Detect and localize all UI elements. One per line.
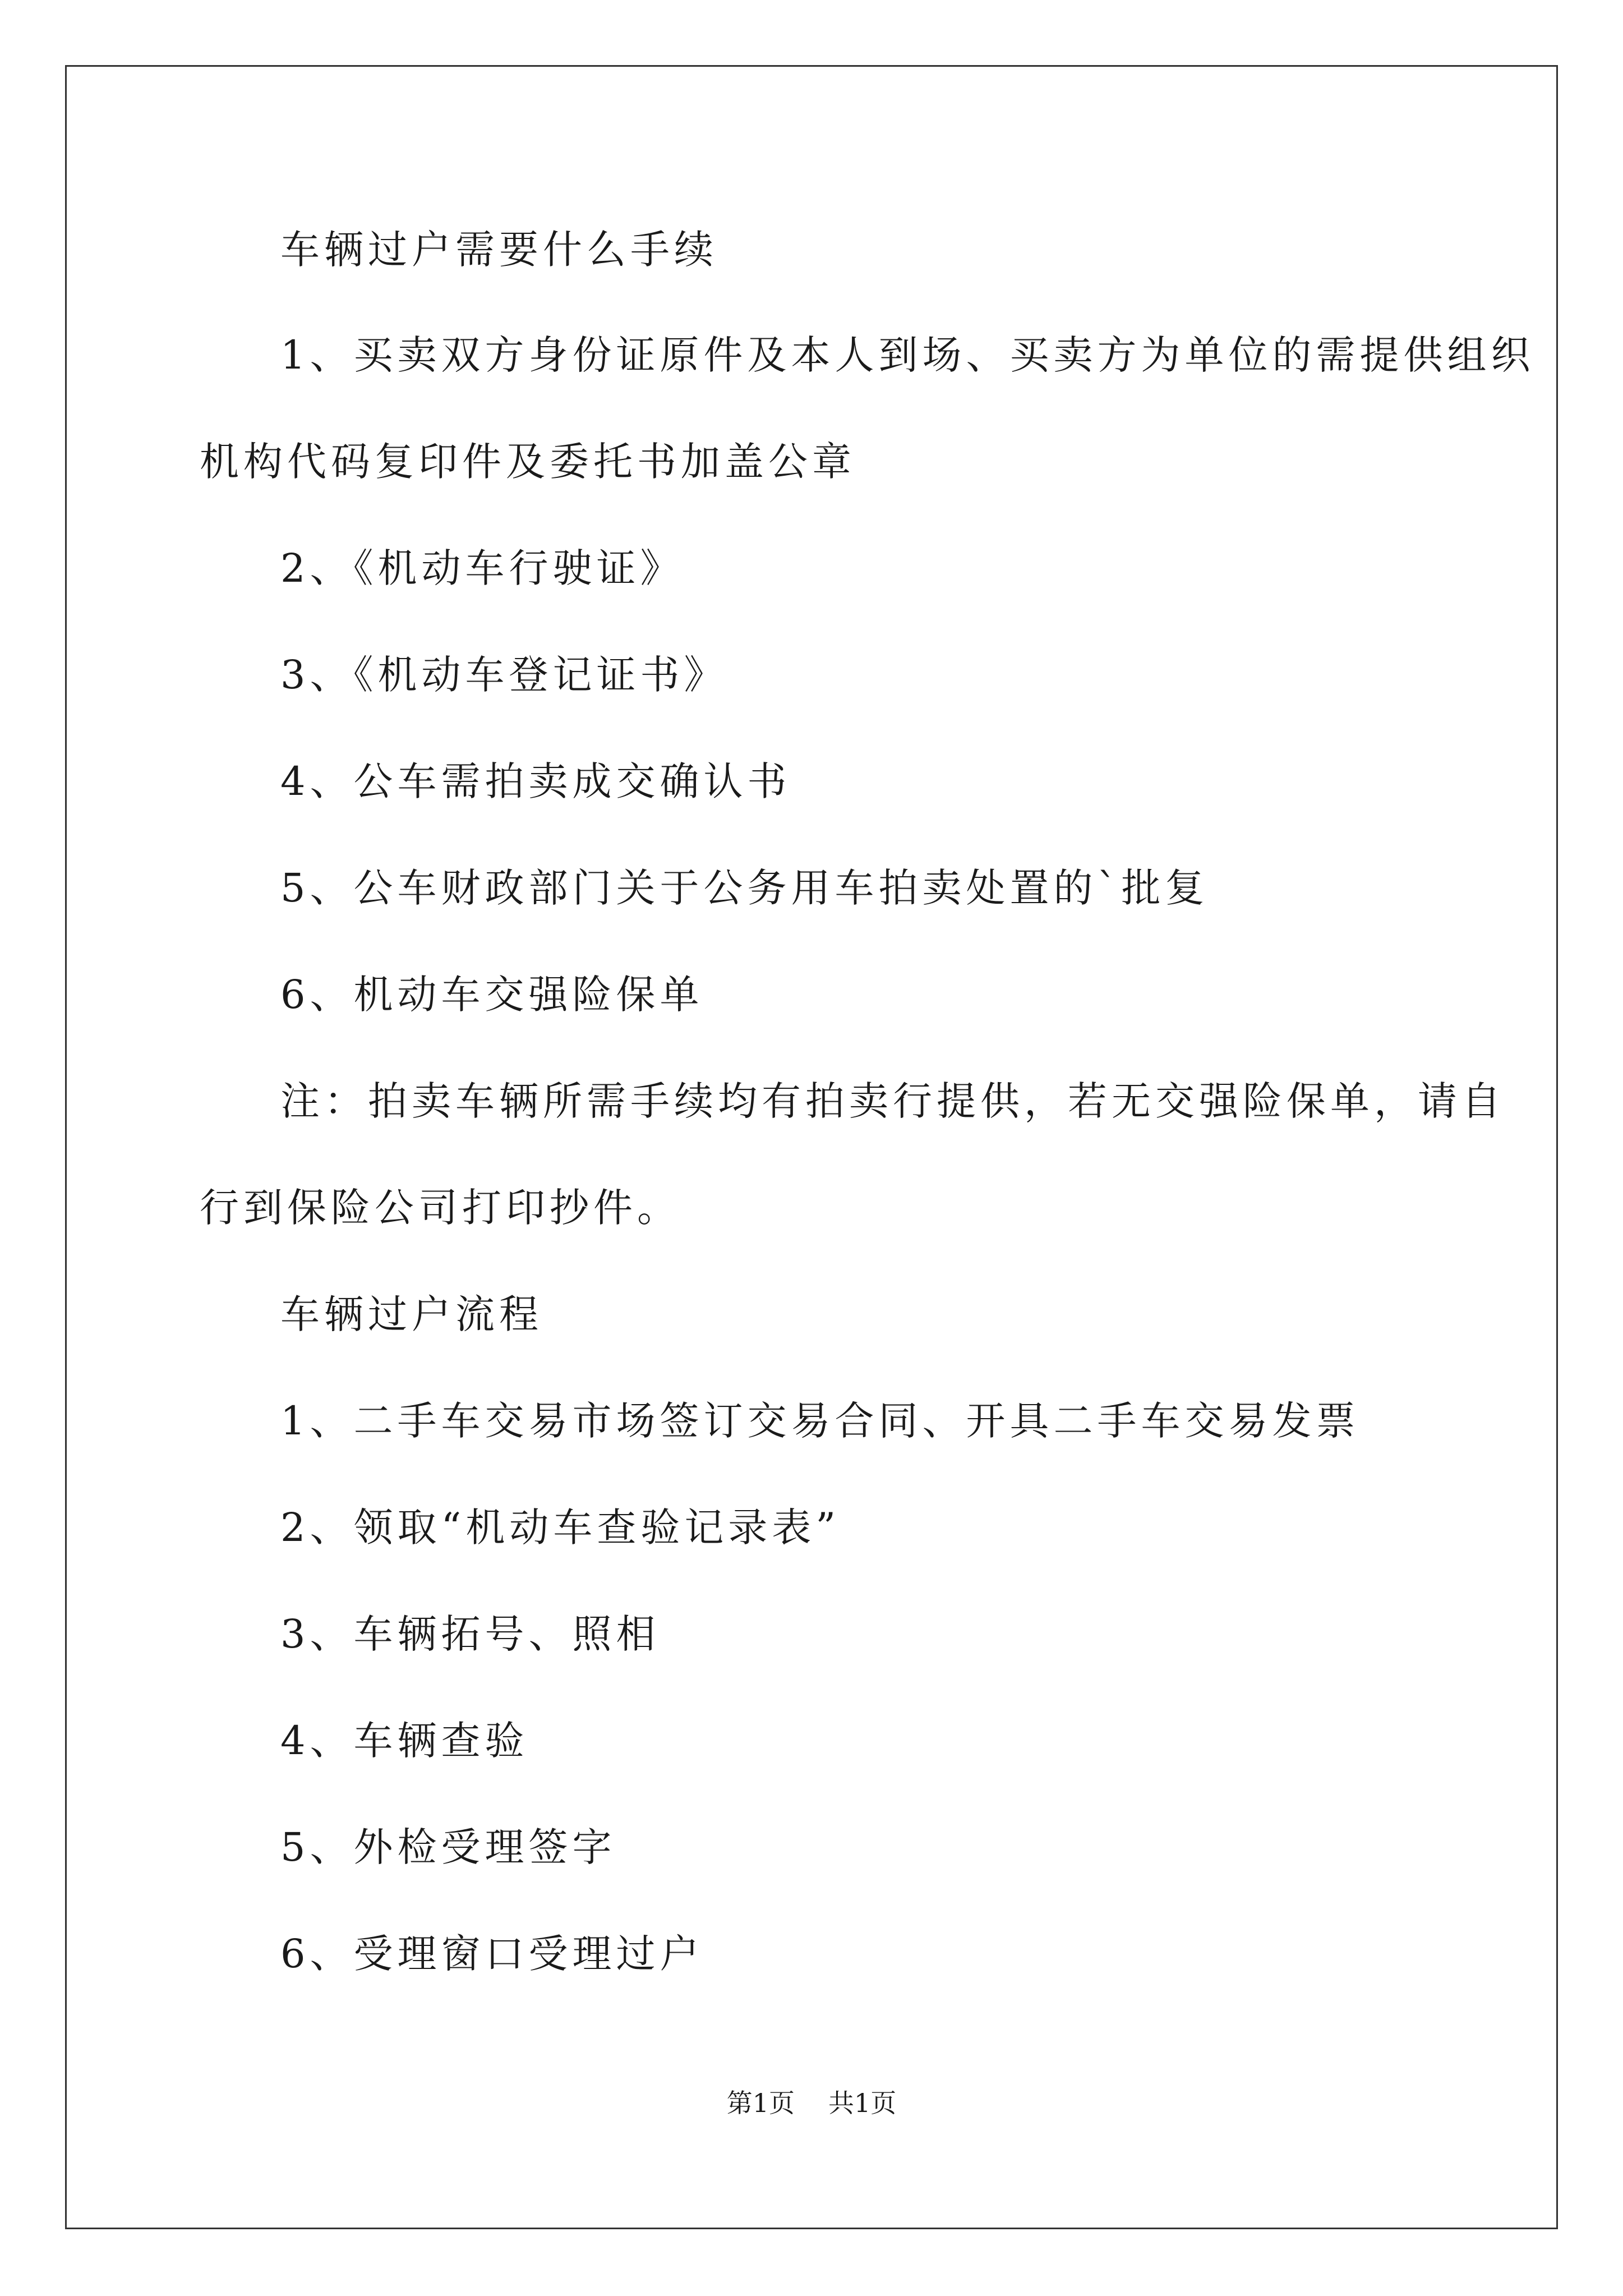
text-line: 4、公车需拍卖成交确认书	[280, 758, 791, 804]
note-line: 行到保险公司打印抄件。	[200, 1185, 681, 1231]
text-line: 2、领取“机动车查验记录表”	[280, 1504, 841, 1550]
text-line: 3、车辆拓号、照相	[280, 1611, 660, 1657]
section-heading-procedures: 车辆过户需要什么手续	[280, 227, 718, 273]
page-number: 第1页	[726, 2088, 795, 2118]
text-line: 1、买卖双方身份证原件及本人到场、买卖方为单位的需提供组织	[280, 332, 1535, 378]
text-line: 5、外检受理签字	[280, 1824, 616, 1870]
page-footer	[0, 2090, 1623, 2116]
page-total: 共1页	[828, 2088, 897, 2118]
text-line: 5、公车财政部门关于公务用车拍卖处置的`批复	[280, 865, 1209, 911]
text-line: 3、《机动车登记证书》	[280, 652, 728, 698]
page-border	[65, 65, 1558, 2229]
text-line: 4、车辆查验	[280, 1718, 529, 1764]
text-line: 6、机动车交强险保单	[280, 972, 704, 1018]
text-line: 6、受理窗口受理过户	[280, 1931, 704, 1977]
text-line: 2、《机动车行驶证》	[280, 545, 684, 591]
note-line: 注：拍卖车辆所需手续均有拍卖行提供，若无交强险保单，请自	[280, 1078, 1505, 1124]
text-line: 机构代码复印件及委托书加盖公章	[200, 439, 856, 485]
text-line: 1、二手车交易市场签订交易合同、开具二手车交易发票	[280, 1398, 1360, 1444]
section-heading-process: 车辆过户流程	[280, 1291, 543, 1337]
